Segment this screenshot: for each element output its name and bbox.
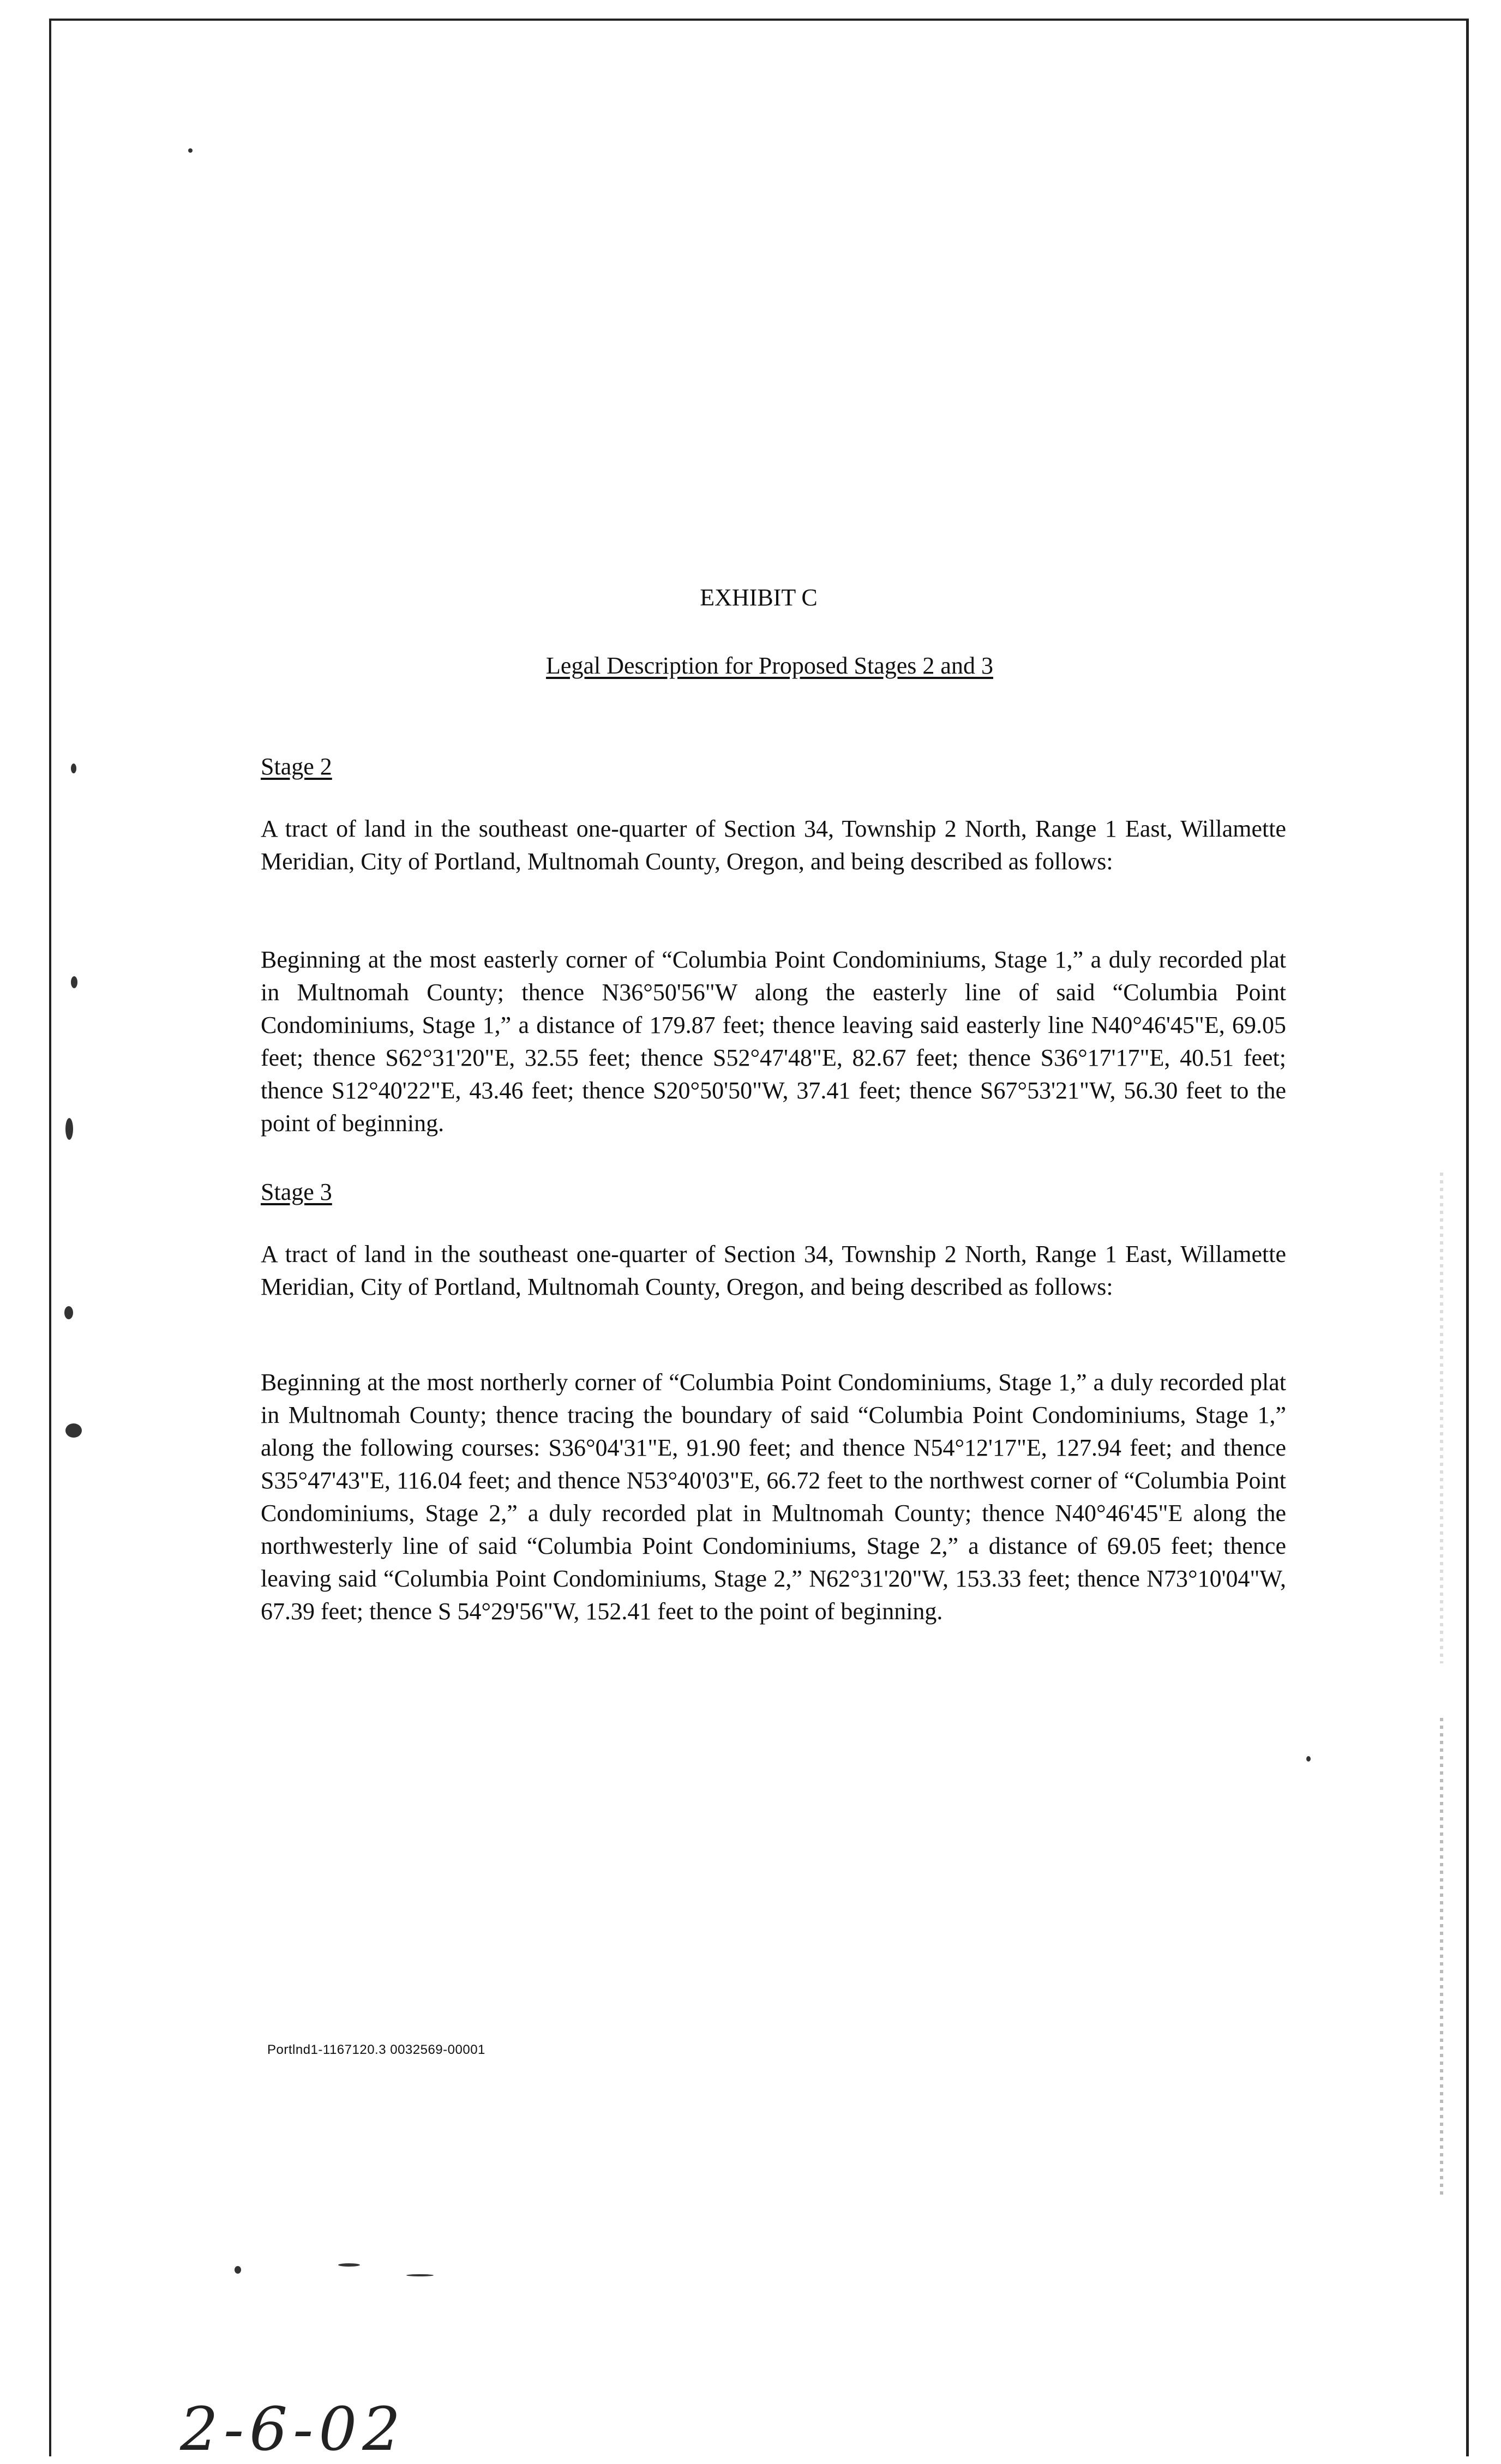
stage-3-tract-paragraph: A tract of land in the southeast one-quarter of Section 34, Township 2 North, Range 1 East, Willamette Meridian, City of Portland, Multnomah County, Oregon, and being described as follows: xyxy=(261,1241,1286,1300)
handwritten-date: 2-6-02 xyxy=(180,2394,406,2464)
scan-speck xyxy=(65,1423,82,1438)
scan-speck xyxy=(71,976,77,988)
stage-3-description-paragraph: Beginning at the most northerly corner of “Columbia Point Condominiums, Stage 1,” a duly recorded plat in Multnomah County; thence tracing the boundary of said “Columbia Point Condominiums, Stage 1,” along the following courses: S36°04'31"E, 91.90 feet; and thence N54°12'17"E, 127.94 feet; and thence S35°47'43"E, 116.04 feet; and thence N53°40'03"E, 66.72 feet to the northwest corner of “Columbia Point Condominiums, Stage 2,” a duly recorded plat in Multnomah County; thence N40°46'45"E along the northwesterly line of said “Columbia Point Condominiums, Stage 2,” a distance of 69.05 feet; thence leaving said “Columbia Point Condominiums, Stage 2,” N62°31'20"W, 153.33 feet; thence N73°10'04"W, 67.39 feet; thence S 54°29'56"W, 152.41 feet to the point of beginning. xyxy=(261,1369,1286,1625)
stage-2-tract-paragraph: A tract of land in the southeast one-quarter of Section 34, Township 2 North, Range 1 East, Willamette Meridian, City of Portland, Multnomah County, Oregon, and being described as follows: xyxy=(261,815,1286,875)
scan-edge-artifact xyxy=(1440,1718,1443,2198)
scan-speck xyxy=(188,148,193,153)
page-border xyxy=(49,19,1469,2456)
scan-speck xyxy=(338,2263,360,2267)
scan-speck xyxy=(406,2274,434,2276)
document-reference-number: Portlnd1-1167120.3 0032569-00001 xyxy=(267,2042,485,2057)
scan-speck xyxy=(71,764,76,773)
scan-speck xyxy=(235,2266,241,2274)
scan-edge-artifact xyxy=(1440,1173,1443,1663)
scan-speck xyxy=(65,1118,73,1140)
stage-2-description-paragraph: Beginning at the most easterly corner of “Columbia Point Condominiums, Stage 1,” a duly recorded plat in Multnomah County; thence N36°50'56"W along the easterly line of said “Columbia Point Condominiums, Stage 1,” a distance of 179.87 feet; thence leaving said easterly line N40°46'45"E, 69.05 feet; thence S62°31'20"E, 32.55 feet; thence S52°47'48"E, 82.67 feet; thence S36°17'17"E, 40.51 feet; thence S12°40'22"E, 43.46 feet; thence S20°50'50"W, 37.41 feet; thence S67°53'21"W, 56.30 feet to the point of beginning. xyxy=(261,946,1286,1137)
stage-2-heading: Stage 2 xyxy=(261,753,332,780)
document-subtitle: Legal Description for Proposed Stages 2 and 3 xyxy=(546,652,993,679)
scan-speck xyxy=(64,1306,73,1319)
scan-speck xyxy=(1306,1756,1311,1762)
stage-3-heading: Stage 3 xyxy=(261,1179,332,1205)
exhibit-title: EXHIBIT C xyxy=(700,584,818,611)
